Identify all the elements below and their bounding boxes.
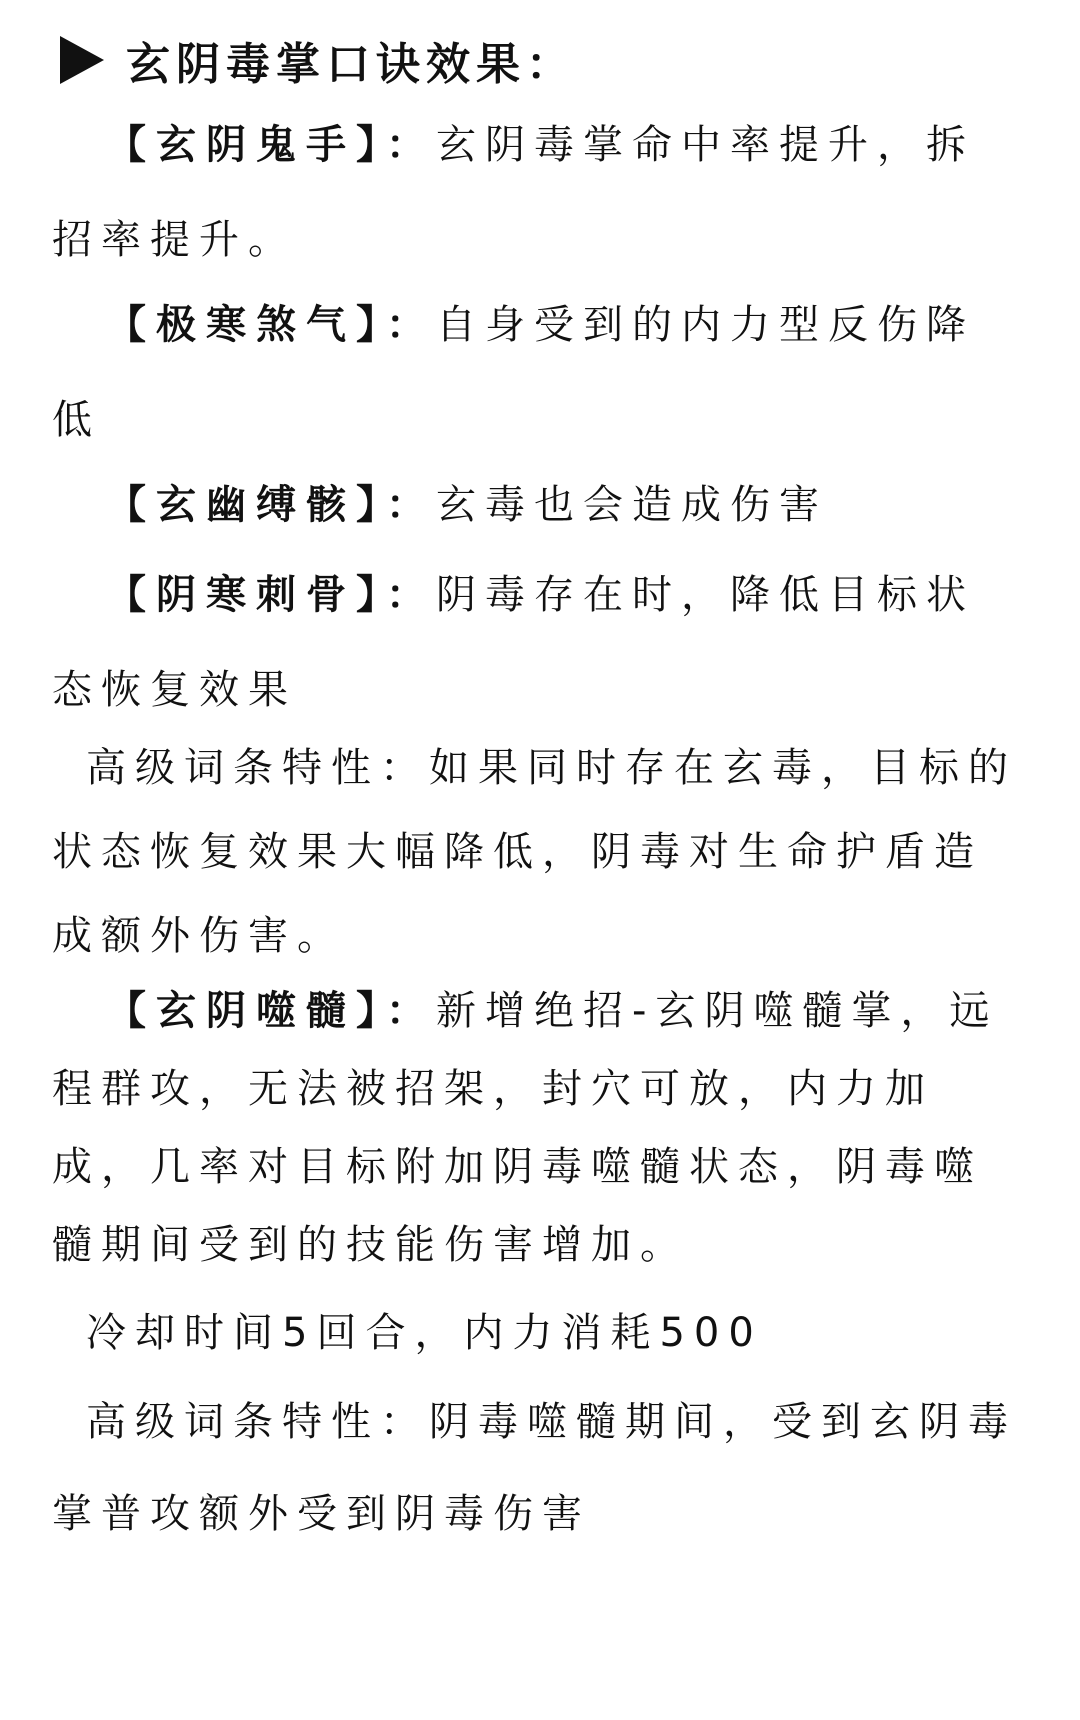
effect-xuanyin-shisui — [52, 972, 1022, 1284]
advanced-trait-text: 高级词条特性：如果同时存在玄毒，目标的状态恢复效果大幅降低，阴毒对生命护盾造成额外伤害。 — [52, 745, 1017, 959]
cooldown-text: 冷却时间5回合，内力消耗500 — [86, 1310, 763, 1356]
effect-text: 玄毒也会造成伤害 — [436, 482, 828, 528]
advanced-trait-paragraph — [52, 726, 1022, 978]
advanced-trait-text: 高级词条特性：阴毒噬髓期间，受到玄阴毒掌普攻额外受到阴毒伤害 — [52, 1399, 1017, 1537]
advanced-trait-paragraph-2 — [52, 1376, 1022, 1560]
effect-text: 玄阴毒掌命中率提升，拆招率提升。 — [52, 122, 975, 263]
cooldown-line — [52, 1286, 1022, 1381]
effect-text: 阴毒存在时，降低目标状态恢复效果 — [52, 572, 975, 713]
section-title: 玄阴毒掌口诀效果： — [126, 39, 576, 90]
effect-term: 【玄阴鬼手】： — [106, 122, 436, 168]
effect-term: 【玄幽缚骸】： — [106, 482, 436, 528]
effect-yinhan-cigu — [52, 548, 1022, 738]
effect-text: 新增绝招-玄阴噬髓掌，远程群攻，无法被招架，封穴可放，内力加成，几率对目标附加阴毒噬髓状态，阴毒噬髓期间受到的技能伤害增加。 — [52, 988, 999, 1268]
effect-jihan-shaqi — [52, 278, 1022, 468]
effect-xuanyin-guishou — [52, 98, 1022, 288]
effect-term: 【阴寒刺骨】： — [106, 572, 436, 618]
effect-text: 自身受到的内力型反伤降低 — [52, 302, 975, 443]
effect-xuanyou-fuhai — [52, 458, 1022, 553]
section-heading — [60, 24, 576, 96]
effect-term: 【极寒煞气】： — [106, 302, 436, 348]
effect-term: 【玄阴噬髓】： — [106, 988, 436, 1034]
triangle-bullet-icon — [60, 36, 104, 84]
